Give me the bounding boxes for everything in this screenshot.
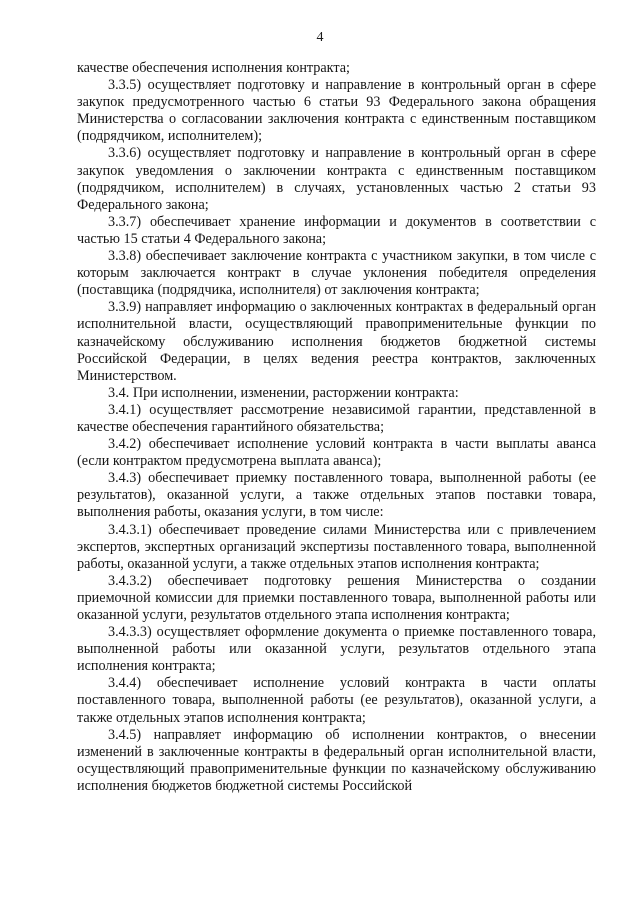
- paragraph-3-4-3: 3.4.3) обеспечивает приемку поставленного товара, выполненной работы (ее результатов), оказанной услуги, а также отдельных этапов поставки товара, выполнения работы, оказания услуги, в том числе:: [77, 470, 596, 521]
- paragraph-3-4-2: 3.4.2) обеспечивает исполнение условий контракта в части выплаты аванса (если контрактом предусмотрена выплата аванса);: [77, 436, 596, 470]
- paragraph-3-4-3-1: 3.4.3.1) обеспечивает проведение силами Министерства или с привлечением экспертов, экспертных организаций экспертизы поставленного товара, выполненной работы, оказанной услуги, а также отдельных этапов исполнения контракта;: [77, 521, 596, 572]
- paragraph-3-4-5: 3.4.5) направляет информацию об исполнении контрактов, о внесении изменений в заключенные контракты в федеральный орган исполнительной власти, осуществляющий правоприменительные функции по казначейскому обслуживанию исполнения бюджетов бюджетной системы Российской: [77, 726, 596, 794]
- paragraph-3-3-9: 3.3.9) направляет информацию о заключенных контрактах в федеральный орган исполнительной власти, осуществляющий правоприменительные функции по казначейскому обслуживанию исполнения бюджетов бюджетной системы Российской Федерации, в целях ведения реестра контрактов, заключенных Министерством.: [77, 299, 596, 384]
- paragraph-3-4-3-2: 3.4.3.2) обеспечивает подготовку решения Министерства о создании приемочной комиссии для приемки поставленного товара, выполненной работы или оказанной услуги, результатов отдельного этапа исполнения контракта;: [77, 572, 596, 623]
- paragraph-3-3-7: 3.3.7) обеспечивает хранение информации и документов в соответствии с частью 15 статьи 4 Федерального закона;: [77, 213, 596, 247]
- paragraph-3-4: 3.4. При исполнении, изменении, расторжении контракта:: [108, 384, 459, 401]
- paragraph-3-3-6: 3.3.6) осуществляет подготовку и направление в контрольный орган в сфере закупок уведомления о заключении контракта с единственным поставщиком (подрядчиком, исполнителем) в случаях, установленных частью 2 статьи 93 Федерального закона;: [77, 145, 596, 213]
- page-number: 4: [316, 30, 324, 45]
- paragraph-continuation: качестве обеспечения исполнения контракта;: [77, 60, 351, 76]
- paragraph-3-4-3-3: 3.4.3.3) осуществляет оформление документа о приемке поставленного товара, выполненной работы или оказанной услуги, результатов отдельного этапа исполнения контракта;: [77, 624, 596, 675]
- paragraph-3-4-1: 3.4.1) осуществляет рассмотрение независимой гарантии, представленной в качестве обеспечения гарантийного обязательства;: [77, 401, 596, 435]
- paragraph-3-3-8: 3.3.8) обеспечивает заключение контракта с участником закупки, в том числе с которым заключается контракт в случае уклонения победителя определения (поставщика (подрядчика, исполнителя) от заключения контракта;: [77, 248, 596, 299]
- paragraph-3-4-4: 3.4.4) обеспечивает исполнение условий контракта в части оплаты поставленного товара, выполненной работы (ее результатов), оказанной услуги, а также отдельных этапов исполнения контракта;: [77, 675, 596, 726]
- document-body: [77, 60, 596, 795]
- paragraph-3-3-5: 3.3.5) осуществляет подготовку и направление в контрольный орган в сфере закупок предусмотренного частью 6 статьи 93 Федерального закона обращения Министерства о согласовании заключения контракта с единственным поставщиком (подрядчиком, исполнителем);: [77, 77, 596, 145]
